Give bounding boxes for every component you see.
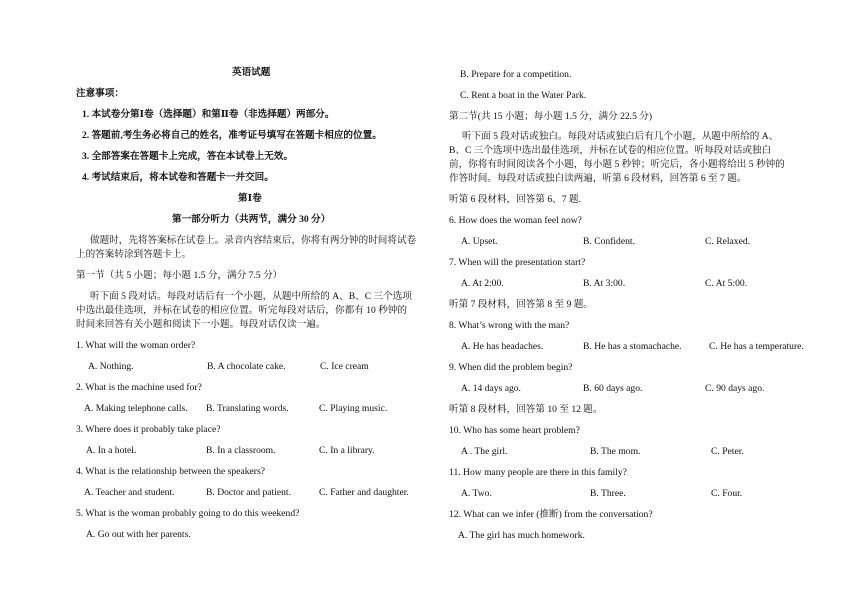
- option-c: C. He has a temperature.: [709, 341, 804, 352]
- question-text: 9. When did the problem begin?: [449, 362, 573, 373]
- section1-intro-line: 时间来回答有关小题和阅读下一小题。每段对话仅读一遍。: [76, 319, 326, 330]
- material-instruction: 听第 6 段材料，回答第 6、7 题.: [449, 194, 581, 205]
- option-a: A. Nothing.: [88, 361, 134, 372]
- option-b: B. Three.: [590, 488, 626, 499]
- notice-item: 4. 考试结束后，将本试卷和答题卡一并交回。: [82, 172, 274, 183]
- option-c: C. In a library.: [319, 445, 375, 456]
- option-c: C. Ice cream: [320, 361, 369, 372]
- question-text: 10. Who has some heart problem?: [449, 425, 580, 436]
- material-instruction: 听第 7 段材料，回答第 8 至 9 题。: [449, 299, 593, 310]
- option-a: A. The girl has much homework.: [458, 530, 585, 541]
- question-text: 3. Where does it probably take place?: [76, 424, 221, 435]
- option-a: A. Go out with her parents.: [86, 529, 191, 540]
- part1-title: 第一部分听力（共两节，满分 30 分）: [172, 214, 331, 225]
- question-text: 6. How does the woman feel now?: [449, 215, 582, 226]
- question-text: 5. What is the woman probably going to do this weekend?: [76, 508, 300, 519]
- option-a: A . The girl.: [461, 446, 508, 457]
- question-text: 8. What’s wrong with the man?: [449, 320, 570, 331]
- option-c: C. Playing music.: [319, 403, 388, 414]
- option-a: A. Upset.: [461, 236, 498, 247]
- option-b: B. Doctor and patient.: [206, 487, 291, 498]
- option-b: B. Prepare for a competition.: [460, 69, 572, 80]
- volume-heading: 第Ⅰ卷: [238, 193, 262, 204]
- option-b: B. A chocolate cake.: [207, 361, 286, 372]
- question-text: 11. How many people are there in this family?: [449, 467, 627, 478]
- option-a: A. Making telephone calls.: [84, 403, 188, 414]
- option-b: B. Confident.: [583, 236, 635, 247]
- section2-title: 第二节(共 15 小题；每小题 1.5 分，满分 22.5 分): [449, 111, 653, 122]
- notice-item: 1. 本试卷分第Ⅰ卷（选择题）和第Ⅱ卷（非选择题）两部分。: [82, 109, 335, 120]
- part1-intro-line: 做题时，先将答案标在试卷上。录音内容结束后，你将有两分钟的时间将试卷: [90, 235, 417, 246]
- question-text: 7. When will the presentation start?: [449, 257, 586, 268]
- option-c: C. At 5:00.: [705, 278, 748, 289]
- option-b: B. In a classroom.: [206, 445, 276, 456]
- section2-intro-line: B、C 三个选项中选出最佳选项，并标在试卷的相应位置。听每段对话或独白: [449, 145, 772, 156]
- option-c: C. Peter.: [711, 446, 744, 457]
- notice-item: 3. 全部答案在答题卡上完成，答在本试卷上无效。: [82, 151, 294, 162]
- option-b: B. The mom.: [590, 446, 641, 457]
- option-b: B. He has a stomachache.: [583, 341, 682, 352]
- option-a: A. Two.: [461, 488, 492, 499]
- option-c: C. Four.: [711, 488, 743, 499]
- material-instruction: 听第 8 段材料，回答第 10 至 12 题。: [449, 404, 603, 415]
- section1-intro-line: 中选出最佳选项，并标在试卷的相应位置。听完每段对话后，你都有 10 秒钟的: [76, 305, 407, 316]
- option-a: A. In a hotel.: [86, 445, 137, 456]
- option-a: A. He has headaches.: [461, 341, 544, 352]
- exam-title: 英语试题: [232, 67, 271, 78]
- section2-intro-line: 作答时间。每段对话或独白读两遍，听第 6 段材料，回答第 6 至 7 题。: [449, 173, 747, 184]
- notice-item: 2. 答题前,考生务必将自己的姓名，准考证号填写在答题卡相应的位置。: [82, 130, 382, 141]
- option-c: C. Relaxed.: [705, 236, 751, 247]
- option-b: B. At 3:00.: [583, 278, 626, 289]
- section2-intro-line: 前，你将有时间阅读各个小题，每小题 5 秒钟；听完后，各小题将给出 5 秒钟的: [449, 159, 785, 170]
- question-text: 1. What will the woman order?: [76, 340, 196, 351]
- option-c: C. 90 days ago.: [705, 383, 765, 394]
- question-text: 12. What can we infer (推断) from the conversation?: [449, 509, 653, 520]
- question-text: 4. What is the relationship between the speakers?: [76, 466, 265, 477]
- option-a: A. 14 days ago.: [461, 383, 521, 394]
- option-c: C. Rent a boat in the Water Park.: [460, 90, 587, 101]
- section1-intro-line: 听下面 5 段对话。每段对话后有一个小题，从题中所给的 A、B、C 三个选项: [90, 291, 412, 302]
- notice-heading: 注意事项：: [76, 88, 124, 99]
- option-a: A. At 2:00.: [461, 278, 504, 289]
- section1-title: 第一节（共 5 小题；每小题 1.5 分，满分 7.5 分）: [76, 270, 283, 281]
- option-c: C. Father and daughter.: [319, 487, 409, 498]
- section2-intro-line: 听下面 5 段对话或独白。每段对话或独白后有几个小题，从题中所给的 A、: [462, 131, 779, 142]
- option-b: B. 60 days ago.: [583, 383, 643, 394]
- question-text: 2. What is the machine used for?: [76, 382, 202, 393]
- option-b: B. Translating words.: [206, 403, 289, 414]
- part1-intro-line: 上的答案转涂到答题卡上。: [76, 249, 192, 260]
- option-a: A. Teacher and student.: [84, 487, 175, 498]
